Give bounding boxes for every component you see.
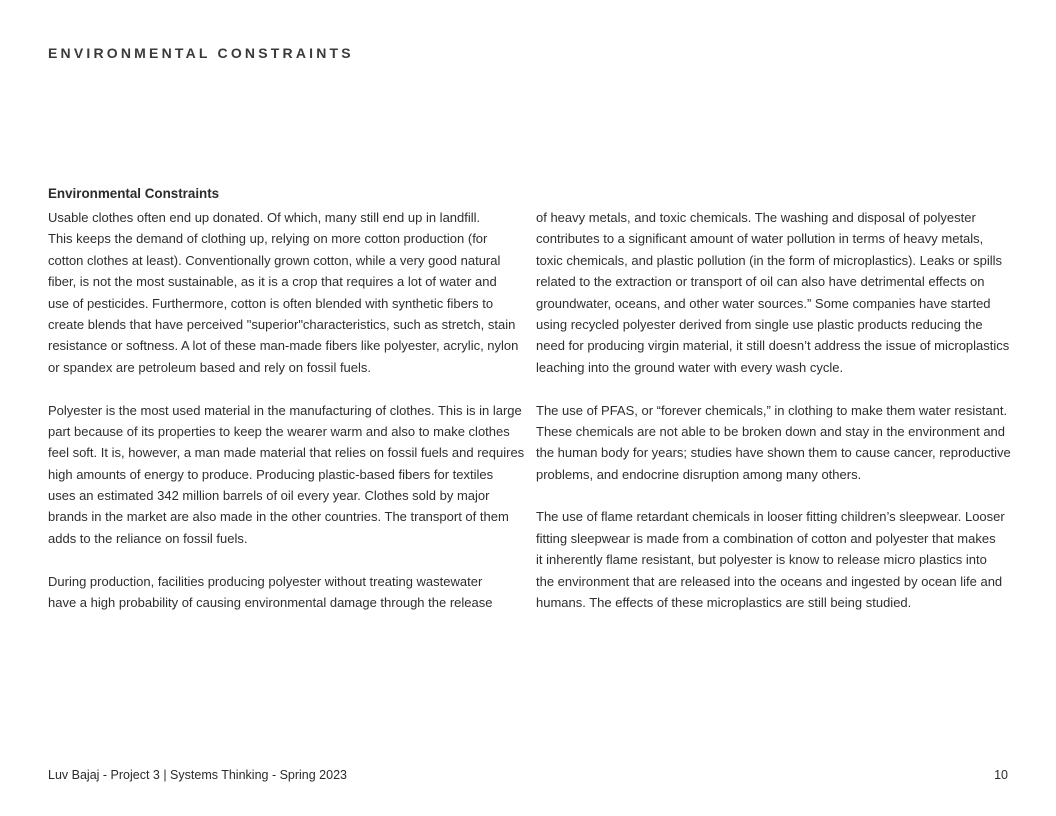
text-line: cotton clothes at least). Conventionally grown cotton, while a very good natural [48,252,501,268]
paragraph-pfas [536,400,1012,486]
text-line: the human body for years; studies have shown them to cause cancer, reproductive [536,445,1011,461]
text-line: These chemicals are not able to be broken down and stay in the environment and [536,423,1006,439]
text-line: Usable clothes often end up donated. Of which, many still end up in landfill. [48,210,481,225]
left-text-column [48,207,524,613]
text-line: problems, and endocrine disruption among many others. [536,466,862,482]
text-line: groundwater, oceans, and other water sources.” Some companies have started [536,295,991,311]
paragraph-spacer [536,378,1012,399]
page-header-title: ENVIRONMENTAL CONSTRAINTS [48,45,354,61]
text-line: uses an estimated 342 million barrels of oil every year. Clothes sold by major [48,488,490,504]
text-line: or spandex are petroleum based and rely on fossil fuels. [48,359,372,375]
text-line: leaching into the ground water with every wash cycle. [536,359,844,375]
text-line: fitting sleepwear is made from a combination of cotton and polyester that makes [536,530,996,546]
text-line: it inherently flame resistant, but polyester is know to release micro plastics into [536,552,987,568]
text-line: create blends that have perceived "superior"characteristics, such as stretch, stain [48,316,516,332]
text-line: fiber, is not the most sustainable, as it is a crop that requires a lot of water and [48,274,497,290]
paragraph-spacer [48,549,524,570]
text-line: During production, facilities producing polyester without treating wastewater [48,573,483,589]
text-line: humans. The effects of these microplastics are still being studied. [536,595,912,611]
text-line: feel soft. It is, however, a man made material that relies on fossil fuels and requires [48,445,525,461]
text-line: have a high probability of causing environmental damage through the release [48,595,493,611]
text-line: Polyester is the most used material in the manufacturing of clothes. This is in large [48,402,522,418]
text-line: use of pesticides. Furthermore, cotton is often blended with synthetic fibers to [48,295,494,311]
paragraph-spacer [48,378,524,399]
paragraph-water-pollution [536,207,1012,378]
text-line: resistance or softness. A lot of these man-made fibers like polyester, acrylic, nylon [48,338,519,354]
text-line: using recycled polyester derived from single use plastic products reducing the [536,316,983,332]
text-line: need for producing virgin material, it still doesn’t address the issue of microplastics [536,338,1010,354]
text-line: toxic chemicals, and plastic pollution (in the form of microplastics). Leaks or spills [536,252,1003,268]
paragraph-spacer [536,485,1012,506]
text-line: part because of its properties to keep the wearer warm and also to make clothes [48,423,510,439]
right-text-column [536,207,1012,613]
paragraph-polyester [48,400,524,550]
text-line: brands in the market are also made in the other countries. The transport of them [48,509,509,525]
paragraph-cotton [48,207,524,378]
text-line: high amounts of energy to produce. Producing plastic-based fibers for textiles [48,466,494,482]
paragraph-production [48,571,524,614]
text-line: contributes to a significant amount of water pollution in terms of heavy metals, [536,231,984,247]
text-line: the environment that are released into the oceans and ingested by ocean life and [536,573,1003,589]
text-line: adds to the reliance on fossil fuels. [48,530,248,546]
text-line: The use of flame retardant chemicals in looser fitting children’s sleepwear. Looser [536,509,1005,525]
text-line: related to the extraction or transport of oil can also have detrimental effects on [536,274,985,290]
section-heading: Environmental Constraints [48,186,220,201]
paragraph-flame-retardant [536,506,1012,613]
text-line: This keeps the demand of clothing up, relying on more cotton production (for [48,231,488,247]
text-line: of heavy metals, and toxic chemicals. The washing and disposal of polyester [536,210,976,225]
text-line: The use of PFAS, or “forever chemicals,” in clothing to make them water resistant. [536,402,1008,418]
footer-credit: Luv Bajaj - Project 3 | Systems Thinking - Spring 2023 [48,768,347,782]
page-number: 10 [994,768,1008,782]
